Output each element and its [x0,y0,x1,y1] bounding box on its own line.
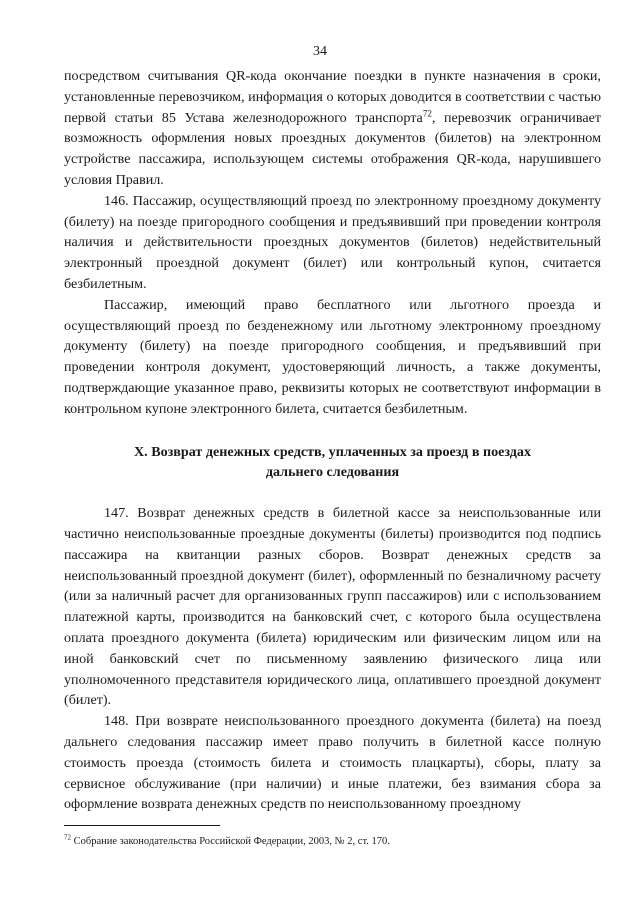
footnote-text: Собрание законодательства Российской Федерации, 2003, № 2, ст. 170. [71,836,390,847]
paragraph-146: 146. Пассажир, осуществляющий проезд по электронному проездному документу (билету) на поезде пригородного сообщения и предъявивший при проведении контроля наличия и действительности проездных документов (билетов) недействительный электронный проездной документ (билет) или контрольный купон, считается безбилетным. [64,192,601,292]
paragraph-continuation [64,66,601,191]
page-number: 34 [313,44,327,59]
paragraph-text: посредством считывания QR-кода окончание поездки в пункте назначения в сроки, установленные перевозчиком, информация о которых доводится в соответствии с частью первой статьи 85 Устава железнодорожного транспорта [64,68,601,126]
paragraph-privileged-passenger: Пассажир, имеющий право бесплатного или льготного проезда и осуществляющий проезд по безденежному или льготному электронному проездному документу (билету) на поезде пригородного сообщения, и предъявивший при проведении контроля документ, удостоверяющий личность, а также документы, подтверждающие указанное право, реквизиты которых не соответствуют информации в контрольном купоне электронного билета, считается безбилетным. [64,296,601,417]
section-heading-line-2: дальнего следования [265,464,400,481]
footnote-number: 72 [64,833,71,842]
paragraph-text-end: , перевозчик ограничивает возможность оформления новых проездных документов (билетов) на электронном устройстве пассажира, использующем системы отображения QR-кода, нарушившего условия Правил. [64,109,601,188]
paragraph-148: 148. При возврате неиспользованного проездного документа (билета) на поезд дальнего следования пассажир имеет право получить в билетной кассе полную стоимость проезда (стоимость билета и стоимость плацкарты), сборы, плату за сервисное обслуживание (при наличии) и иные платежи, без взимания сбора за оформление возврата денежных средств по неиспользованному проездному [64,713,601,813]
footnote-reference: 72 [422,107,432,118]
footnote-divider [64,825,220,826]
footnote [64,835,601,848]
section-heading-line-1: X. Возврат денежных средств, уплаченных за проезд в поездах [133,443,532,460]
paragraph-147: 147. Возврат денежных средств в билетной кассе за неиспользованные или частично неиспользованные проездные документы (билеты) производится под подпись пассажира на квитанции разных сборов. Возврат денежных средств за неиспользованный проездной документ (билет), оформленный по безналичному расчету (или за наличный расчет для организованных групп пассажиров) или с использованием платежной карты, производится на банковский счет, с которого была осуществлена оплата проездного документа (билета) юридическим или физическим лицом или на иной банковский счет по письменному заявлению физического лица или уполномоченного представителя юридического лица, оплатившего проездной документ (билет). [64,505,601,709]
section-heading [64,442,601,484]
page-body [64,66,601,815]
